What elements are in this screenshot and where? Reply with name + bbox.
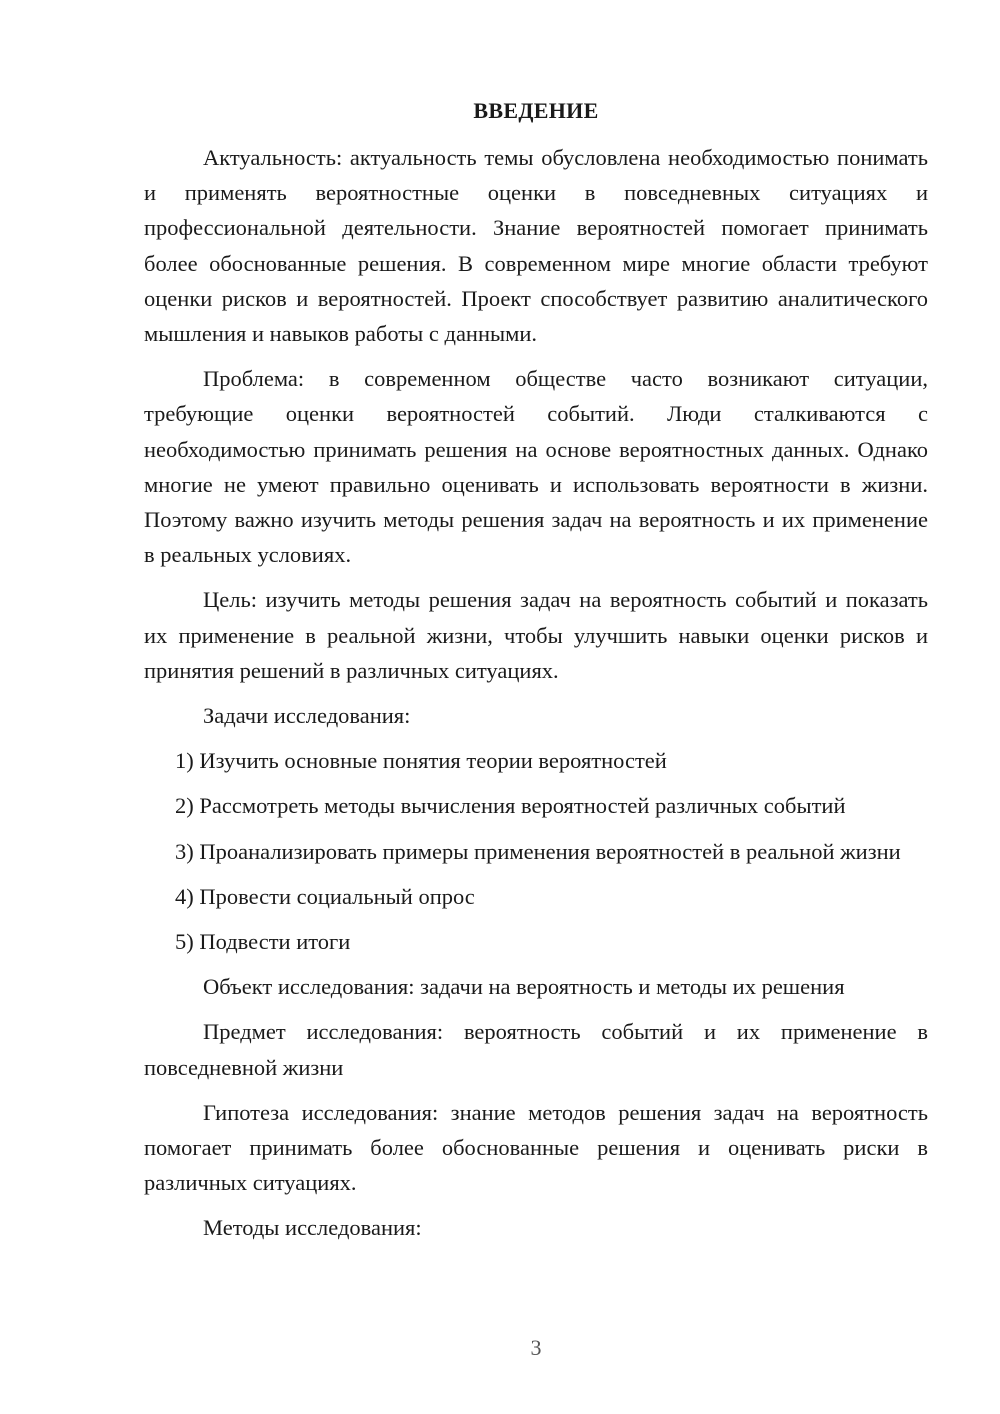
object-paragraph: Объект исследования: задачи на вероятность и методы их решения <box>203 974 845 1000</box>
hypothesis-paragraph: Гипотеза исследования: знание методов решения задач на вероятность помогает принимать более обоснованные решения и оценивать риски в различных ситуациях. <box>144 1099 928 1196</box>
methods-heading: Методы исследования: <box>203 1215 422 1241</box>
document-page <box>144 96 928 1256</box>
task-item-3: 3) Проанализировать примеры применения вероятностей в реальной жизни <box>175 838 901 864</box>
section-title: ВВЕДЕНИЕ <box>473 98 599 123</box>
subject-paragraph: Предмет исследования: вероятность событий и их применение в повседневной жизни <box>144 1019 928 1080</box>
goal-paragraph: Цель: изучить методы решения задач на вероятность событий и показать их применение в реальной жизни, чтобы улучшить навыки оценки рисков и принятия решений в различных ситуациях. <box>144 587 928 683</box>
task-item-1: 1) Изучить основные понятия теории вероятностей <box>175 748 667 774</box>
tasks-heading: Задачи исследования: <box>203 703 411 729</box>
page-number: 3 <box>530 1335 542 1360</box>
task-item-4: 4) Провести социальный опрос <box>175 883 475 909</box>
problem-paragraph: Проблема: в современном обществе часто возникают ситуации, требующие оценки вероятностей событий. Люди сталкиваются с необходимостью принимать решения на основе вероятностных данных. Однако многие не умеют правильно оценивать и использовать вероятности в жизни. Поэтому важно изучить методы решения задач на вероятность и их применение в реальных условиях. <box>144 366 928 568</box>
task-item-2: 2) Рассмотреть методы вычисления вероятностей различных событий <box>175 793 846 819</box>
task-item-5: 5) Подвести итоги <box>175 929 351 955</box>
relevance-paragraph: Актуальность: актуальность темы обусловлена необходимостью понимать и применять вероятностные оценки в повседневных ситуациях и профессиональной деятельности. Знание вероятностей помогает принимать более обоснованные решения. В современном мире многие области требуют оценки рисков и вероятностей. Проект способствует развитию аналитического мышления и навыков работы с данными. <box>144 145 928 347</box>
